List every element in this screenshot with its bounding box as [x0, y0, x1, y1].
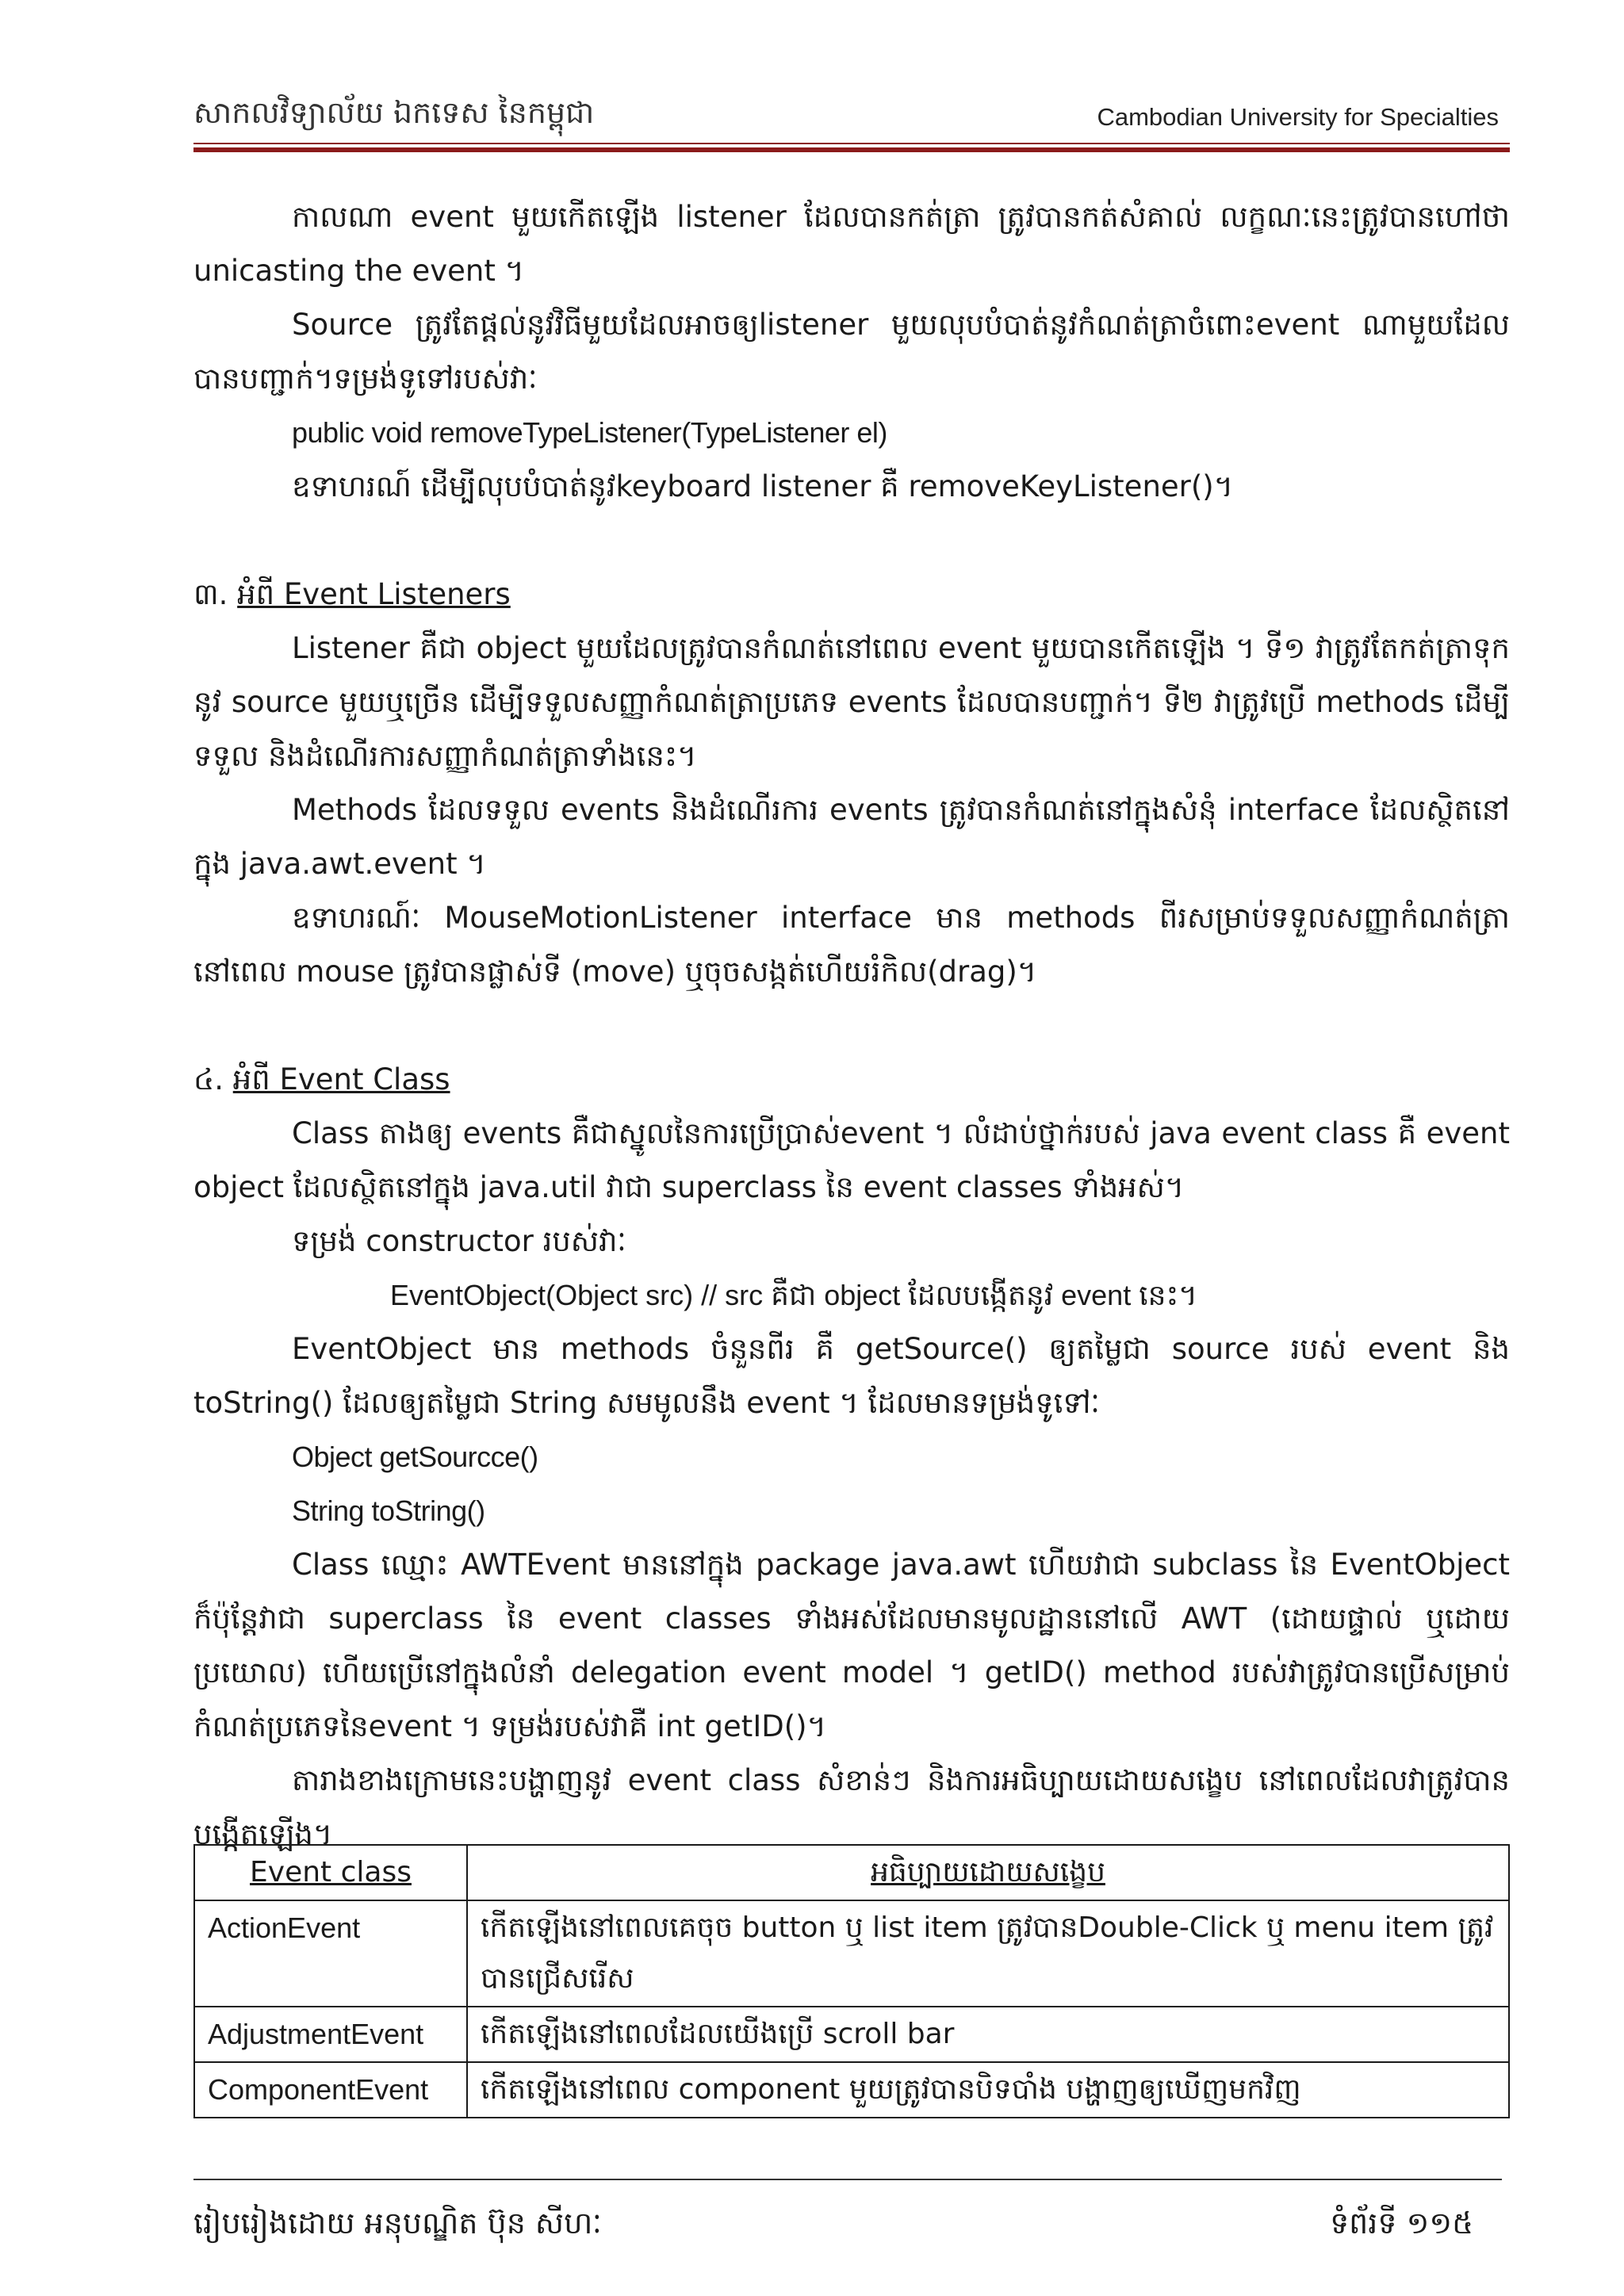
paragraph: Listener គឺជា object មួយដែលត្រូវបានកំណត់នៅពេល event មួយបានកើតឡើង ។ ទី១ វាត្រូវតែកត់ត្រាទុកនូវ source មួយឬច្រើន ដើម្បីទទួលសញ្ញាកំណត់ត្រាប្រភេទ events ដែលបានបញ្ជាក់។ ទី២ វាត្រូវប្រើ methods ដើម្បីទទួល និងដំណើរការសញ្ញាកំណត់ត្រាទាំងនេះ។ [193, 631, 1510, 773]
table-header-row [194, 1845, 1509, 1900]
table-row [194, 2062, 1509, 2118]
section-title: អំពី Event Listeners [237, 577, 511, 611]
footer-divider [193, 2179, 1502, 2180]
code-line: EventObject(Object src) // src គឺជា object ដែលបង្កើតនូវ event នេះ។ [390, 1279, 1198, 1311]
paragraph: Class តាងឲ្យ events គឺជាស្នូលនៃការប្រើប្រាស់event ។ លំដាប់ថ្នាក់របស់ java event class គឺ event object ដែលស្ថិតនៅក្នុង java.util វាជា superclass នៃ event classes ទាំងអស់។ [193, 1116, 1510, 1204]
table-header-cell: អធិប្បាយដោយសង្ខេប [467, 1845, 1509, 1900]
header-divider [193, 143, 1510, 144]
event-class-description: កើតឡើងនៅពេលគេចុច button ឬ list item ត្រូវបានDouble-Click ឬ menu item ត្រូវបានជ្រើសរើស [467, 1900, 1509, 2007]
event-class-description: កើតឡើងនៅពេល component មួយត្រូវបានបិទបាំង បង្ហាញឲ្យឃើញមកវិញ [467, 2062, 1509, 2118]
code-line: Object getSourcce() [292, 1441, 538, 1473]
event-class-table [193, 1844, 1510, 2118]
section-number: ៤. [193, 1062, 224, 1096]
header-university-english: Cambodian University for Specialties [1097, 103, 1499, 131]
paragraph: Class ឈ្មោះ AWTEvent មាននៅក្នុង package java.awt ហើយវាជា subclass នៃ EventObject ក៏ប៉ុន្តែវាជា superclass នៃ event classes ទាំងអស់ដែលមានមូលដ្ឋាននៅលើ AWT (ដោយផ្ទាល់ ឬដោយប្រយោល) ហើយប្រើនៅក្នុងលំនាំ delegation event model ។ getID() method របស់វាត្រូវបានប្រើសម្រាប់កំណត់ប្រភេទនៃevent ។ ទម្រង់របស់វាគឺ int getID()។ [193, 1548, 1510, 1743]
code-line: public void removeTypeListener(TypeListener el) [292, 416, 887, 449]
paragraph: Methods ដែលទទួល events និងដំណើរការ events ត្រូវបានកំណត់នៅក្នុងសំនុំ interface ដែលស្ថិតនៅក្នុង java.awt.event ។ [193, 793, 1510, 881]
paragraph: កាលណា event មួយកើតឡើង listener ដែលបានកត់ត្រា ត្រូវបានកត់សំគាល់ លក្ខណៈនេះត្រូវបានហៅថា unicasting the event ។ [193, 200, 1510, 288]
event-class-description: កើតឡើងនៅពេលដែលយើងប្រើ scroll bar [467, 2007, 1509, 2062]
section-heading-4 [193, 1053, 1510, 1107]
page-number: ទំព័រទី ១១៥ [1330, 2206, 1473, 2241]
table-header-cell: Event class [194, 1845, 467, 1900]
event-class-name: AdjustmentEvent [194, 2007, 467, 2062]
paragraph: ឧទាហរណ៍ ដើម្បីលុបបំបាត់នូវkeyboard listener គឺ removeKeyListener()។ [292, 469, 1234, 503]
paragraph: តារាងខាងក្រោមនេះបង្ហាញនូវ event class សំខាន់ៗ និងការអធិប្បាយដោយសង្ខេប នៅពេលដែលវាត្រូវបានបង្កើតឡើង។ [193, 1763, 1510, 1851]
document-body [193, 190, 1510, 1862]
section-title: អំពី Event Class [232, 1062, 450, 1096]
paragraph: ឧទាហរណ៍ៈ MouseMotionListener interface មាន methods ពីរសម្រាប់ទទួលសញ្ញាកំណត់ត្រានៅពេល mouse ត្រូវបានផ្លាស់ទី (move) ឬចុចសង្កត់ហើយរំកិល(drag)។ [193, 901, 1510, 989]
table-row [194, 1900, 1509, 2007]
paragraph: Source ត្រូវតែផ្តល់នូវវិធីមួយដែលអាចឲ្យlistener មួយលុបបំបាត់នូវកំណត់ត្រាចំពោះevent ណាមួយដែលបានបញ្ជាក់។ទម្រង់ទូទៅរបស់វាៈ [193, 308, 1510, 396]
event-class-name: ActionEvent [194, 1900, 467, 2007]
section-heading-3 [193, 568, 1510, 622]
code-line: String toString() [292, 1494, 485, 1527]
header-divider-thick [193, 147, 1510, 152]
paragraph: ទម្រង់ constructor របស់វាៈ [292, 1224, 626, 1258]
table-row [194, 2007, 1509, 2062]
header-university-khmer: សាកលវិទ្យាល័យ ឯកទេស នៃកម្ពុជា [193, 95, 595, 130]
section-number: ៣. [193, 577, 228, 611]
paragraph: EventObject មាន methods ចំនួនពីរ គឺ getSource() ឲ្យតម្លៃជា source របស់ event និង toString() ដែលឲ្យតម្លៃជា String សមមូលនឹង event ។ ដែលមានទម្រង់ទូទៅៈ [193, 1332, 1510, 1420]
event-class-name: ComponentEvent [194, 2062, 467, 2118]
footer-author: រៀបរៀងដោយ អនុបណ្ឌិត ប៊ុន សីហៈ [193, 2206, 602, 2241]
